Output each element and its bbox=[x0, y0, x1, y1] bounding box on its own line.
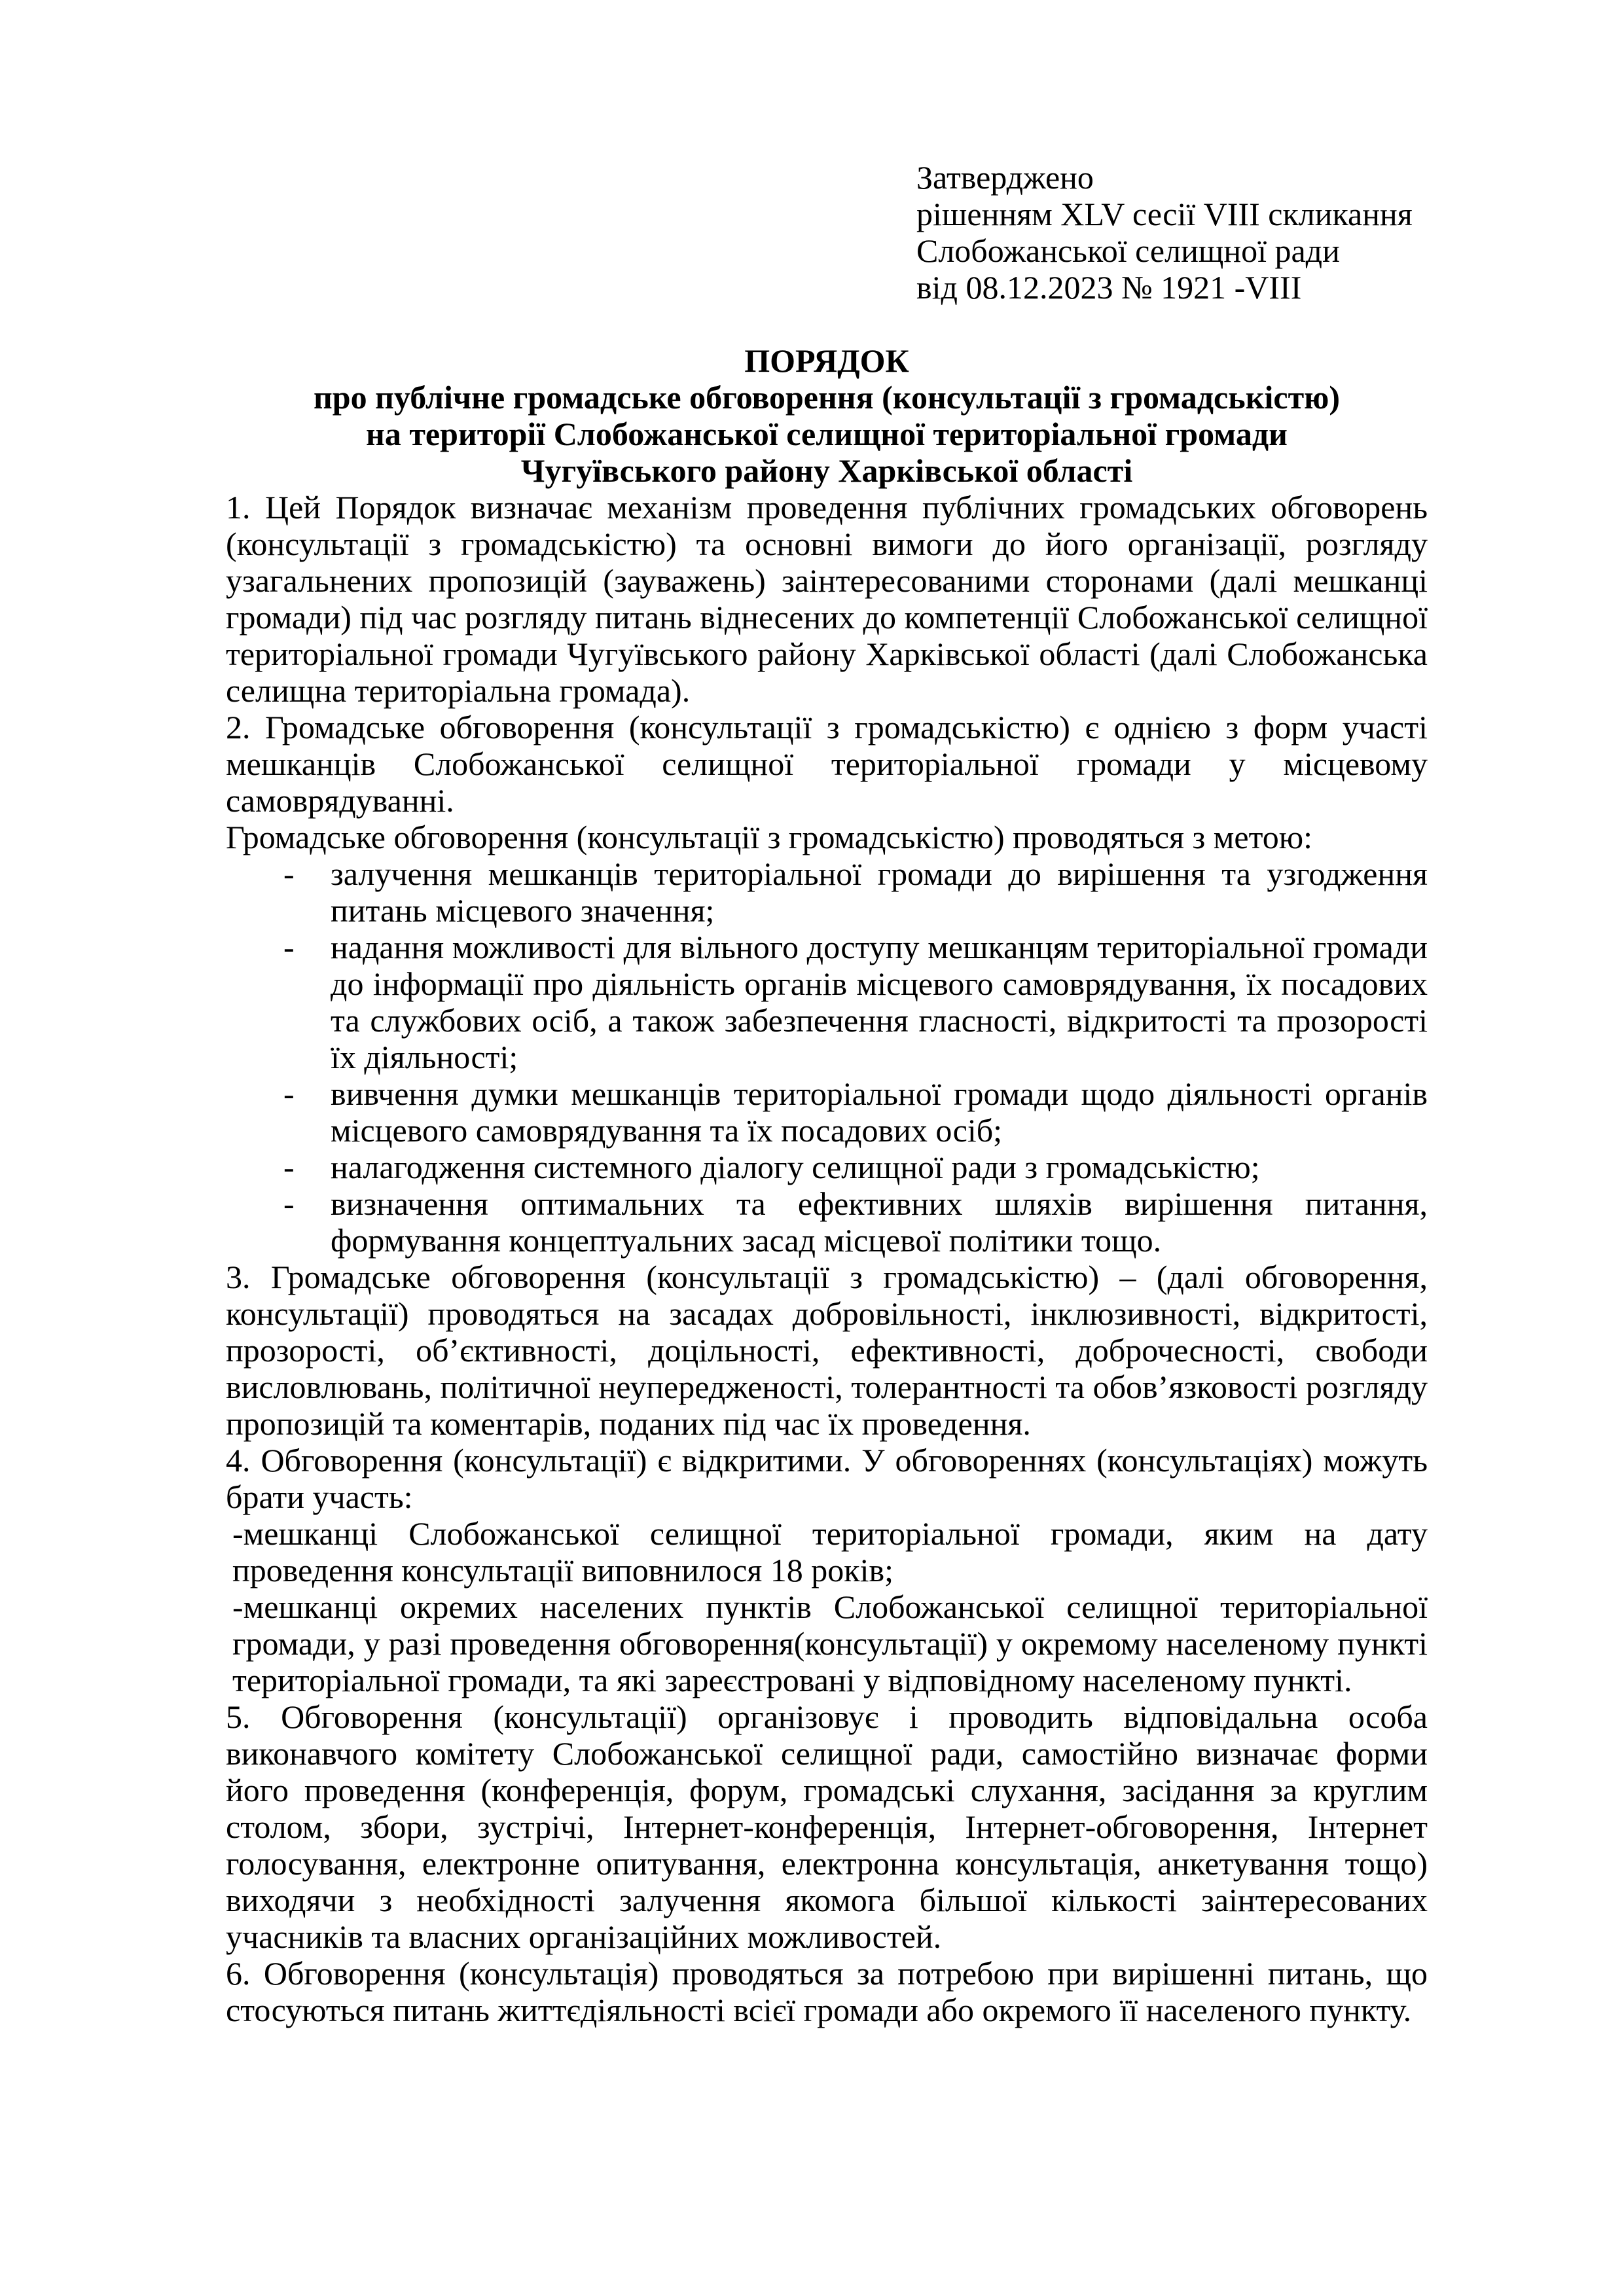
approval-block bbox=[916, 159, 1428, 306]
goal-item-text: надання можливості для вільного доступу мешканцям територіальної громади до інформації про діяльність органів місцевого самоврядування, їх посадових та службових осіб, а також забезпечення гласності, відкритості та прозорості їх діяльності; bbox=[331, 929, 1428, 1075]
goal-item-text: залучення мешканців територіальної громади до вирішення та узгодження питань місцевого значення; bbox=[331, 855, 1428, 929]
document-subtitle-2: на території Слобожанської селищної територіальної громади bbox=[366, 416, 1288, 452]
bullet-marker: - bbox=[283, 929, 295, 965]
approval-line-3: Слобожанської селищної ради bbox=[916, 232, 1340, 269]
goal-item-text: налагодження системного діалогу селищної ради з громадськістю; bbox=[331, 1149, 1260, 1185]
bullet-marker: - bbox=[283, 1185, 295, 1222]
paragraph-4-item-2: -мешканці окремих населених пунктів Слобожанської селищної територіальної громади, у разі проведення обговорення(консультації) у окремому населеному пункті територіальної громади, та які зареєстровані у відповідному населеному пункті. bbox=[232, 1588, 1428, 1698]
paragraph-6: 6. Обговорення (консультація) проводяться за потребою при вирішенні питань, що стосуються питань життєдіяльності всієї громади або окремого її населеного пункту. bbox=[226, 1955, 1428, 2028]
paragraph-3: 3. Громадське обговорення (консультації з громадськістю) – (далі обговорення, консультації) проводяться на засадах добровільності, інклюзивності, відкритості, прозорості, об’єктивності, доцільності, ефективності, доброчесності, свободи висловлювань, політичної неупередженості, толерантності та обов’язковості розгляду пропозицій та коментарів, поданих під час їх проведення. bbox=[226, 1259, 1428, 1442]
goals-list bbox=[226, 855, 1428, 1259]
document-subtitle-3: Чугуївського району Харківської області bbox=[520, 452, 1133, 489]
bullet-marker: - bbox=[283, 1149, 295, 1185]
paragraph-1: 1. Цей Порядок визначає механізм проведення публічних громадських обговорень (консультації з громадськістю) та основні вимоги до його організації, розгляду узагальнених пропозицій (зауважень) заінтересованими сторонами (далі мешканці громади) під час розгляду питань віднесених до компетенції Слобожанської селищної територіальної громади Чугуївського району Харківської області (далі Слобожанська селищна територіальна громада). bbox=[226, 489, 1428, 709]
paragraph-4: 4. Обговорення (консультації) є відкритими. У обговореннях (консультаціях) можуть брати участь: bbox=[226, 1442, 1428, 1515]
approval-line-2: рішенням XLV сесії VIII скликання bbox=[916, 196, 1413, 232]
approval-line-4: від 08.12.2023 № 1921 -VIII bbox=[916, 269, 1302, 306]
goal-item-1 bbox=[226, 855, 1428, 929]
approval-line-1: Затверджено bbox=[916, 159, 1094, 196]
goal-item-4 bbox=[226, 1149, 1428, 1185]
paragraph-4-item-1: -мешканці Слобожанської селищної територіальної громади, яким на дату проведення консультації виповнилося 18 років; bbox=[232, 1515, 1428, 1588]
goal-item-2 bbox=[226, 929, 1428, 1075]
goal-item-text: вивчення думки мешканців територіальної громади щодо діяльності органів місцевого самоврядування та їх посадових осіб; bbox=[331, 1075, 1428, 1149]
paragraph-2-intro: Громадське обговорення (консультації з громадськістю) проводяться з метою: bbox=[226, 819, 1313, 855]
title-block bbox=[226, 342, 1428, 489]
document-subtitle-1: про публічне громадське обговорення (консультації з громадськістю) bbox=[313, 379, 1341, 416]
bullet-marker: - bbox=[283, 1075, 295, 1112]
document-title: ПОРЯДОК bbox=[744, 342, 909, 379]
goal-item-5 bbox=[226, 1185, 1428, 1259]
goal-item-text: визначення оптимальних та ефективних шляхів вирішення питання, формування концептуальних засад місцевої політики тощо. bbox=[331, 1185, 1428, 1259]
paragraph-2: 2. Громадське обговорення (консультації з громадськістю) є однією з форм участі мешканців Слобожанської селищної територіальної громади у місцевому самоврядуванні. bbox=[226, 709, 1428, 819]
goal-item-3 bbox=[226, 1075, 1428, 1149]
bullet-marker: - bbox=[283, 855, 295, 892]
paragraph-5: 5. Обговорення (консультації) організовує і проводить відповідальна особа виконавчого комітету Слобожанської селищної ради, самостійно визначає форми його проведення (конференція, форум, громадські слухання, засідання за круглим столом, збори, зустрічі, Інтернет-конференція, Інтернет-обговорення, Інтернет голосування, електронне опитування, електронна консультація, анкетування тощо) виходячи з необхідності залучення якомога більшої кількості заінтересованих учасників та власних організаційних можливостей. bbox=[226, 1698, 1428, 1955]
